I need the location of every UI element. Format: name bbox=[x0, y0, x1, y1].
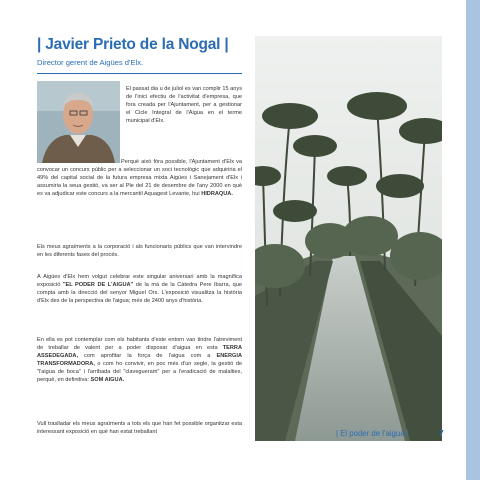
paragraph-1: El passat dia u de juliol es van complir 15 anys de l'inici efectiu de l'activitat d'empresa, que fora creada per l'Ajuntament, per a gestionar el Cicle Integral de l'Aigua en el terme municipal d'Elx. bbox=[126, 86, 242, 125]
paragraph-5-bold-2: ENERGIA TRANSFORMADORA, bbox=[37, 353, 242, 368]
footer-section-title: | El poder de l'aigua | bbox=[336, 429, 409, 438]
paragraph-4 bbox=[37, 273, 242, 305]
side-color-bar bbox=[466, 0, 480, 480]
paragraph-2-text: Perquè això fóra possible, l'Ajuntament d'Elx va convocar un concurs públic per a seleccionar un soci tecnològic que adquiriria el 49% del capital social de la futura empresa mixta Aigües i Sanejament d'Elx i assumiria la seua gestió, va ser al Ple del 21 de desembre de l'any 2000 en què es va adjudicar este concurs a la mercantil Aquagest Levante, hui bbox=[37, 159, 242, 198]
paragraph-5 bbox=[37, 336, 242, 385]
page-number: 7 bbox=[439, 428, 444, 438]
paragraph-2 bbox=[37, 158, 242, 198]
author-portrait bbox=[37, 81, 120, 163]
paragraph-4-text-b: de la mà de la Càtedra Pere Ibarra, que compta amb la direcció del senyor Miguel Ors. L'exposició visualitza la història d'Elx des de la perspectiva de l'aigua; més de 2400 anys d'història. bbox=[37, 282, 242, 305]
title-divider bbox=[37, 73, 242, 74]
paragraph-5-bold-1: TERRA ASSEDEGADA, bbox=[37, 345, 242, 360]
paragraph-6: Vull traslladar els meus agraïments a tots els que han fet possible organitzar esta interessant exposició en què han estat treballant bbox=[37, 421, 242, 436]
paragraph-5-text-b: com aprofitar la força de l'aigua com a bbox=[78, 353, 217, 360]
page-title: | Javier Prieto de la Nogal | bbox=[37, 36, 229, 53]
paragraph-4-text-a: A Aigües d'Elx hem volgut celebrar este singular aniversari amb la magnífica exposició bbox=[37, 274, 242, 289]
palm-grove-photo bbox=[255, 36, 442, 441]
paragraph-5-text-a: En ella es pot contemplar com els habitants d'este entorn van tindre l'atreviment de treballar de valent per a poder disposar d'aigua en esta bbox=[37, 337, 242, 352]
paragraph-3: Els meus agraïments a la corporació i als funcionaris públics que van intervindre en les diferents fases del procés. bbox=[37, 244, 242, 259]
author-role: Director gerent de Aigües d'Elx. bbox=[37, 58, 144, 67]
paragraph-5-text-c: o com ho convivir, en poc més d'un segle, la gestió de "l'aigua de boca" i l'arribada del "clavegueram" per a l'eradicació de malalties, perquè, en definitiva: bbox=[37, 361, 242, 384]
exhibition-title: "EL PODER DE L'AIGUA" bbox=[62, 282, 134, 289]
paragraph-5-bold-3: SOM AIGUA. bbox=[90, 377, 125, 384]
paragraph-2-bold: HIDRAQUA. bbox=[201, 191, 233, 198]
